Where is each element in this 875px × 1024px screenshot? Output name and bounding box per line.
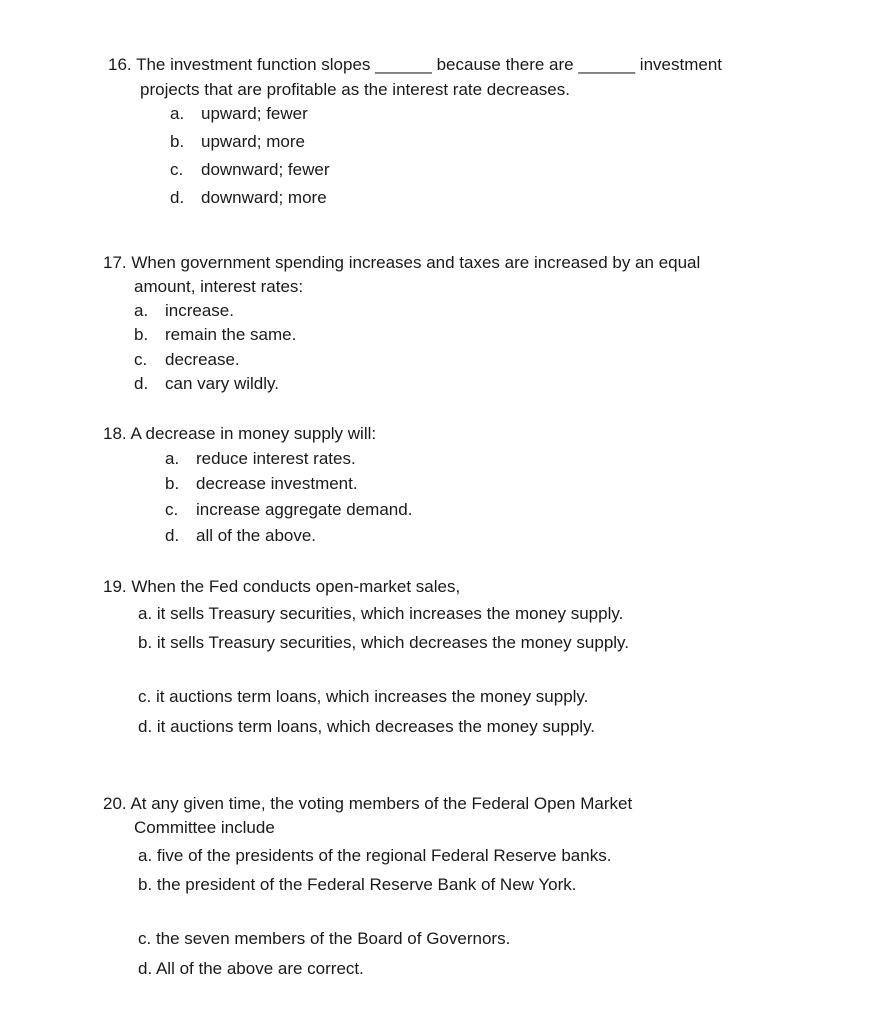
option-text: upward; fewer [201, 104, 308, 123]
option-letter: b. [165, 474, 180, 493]
option-text: can vary wildly. [165, 374, 279, 393]
question-17-number: 17. [103, 253, 127, 272]
option-letter: b. [134, 325, 149, 344]
question-17-option-c[interactable] [134, 350, 240, 370]
question-16-number: 16. [108, 55, 132, 74]
option-letter: c. [170, 160, 184, 179]
option-text: increase aggregate demand. [196, 500, 413, 519]
question-20-option-c[interactable]: c. the seven members of the Board of Governors. [138, 929, 511, 948]
question-19-number: 19. [103, 577, 127, 596]
option-letter: d. [170, 188, 185, 207]
question-16-option-c[interactable] [170, 160, 330, 180]
question-20-option-a[interactable]: a. five of the presidents of the regional Federal Reserve banks. [138, 846, 612, 865]
question-18-stem-line1 [103, 424, 376, 444]
question-20-number: 20. [103, 794, 127, 813]
option-text: decrease investment. [196, 474, 358, 493]
question-19-stem-line1 [103, 577, 460, 597]
question-17-option-b[interactable] [134, 325, 296, 345]
question-20-stem-line1 [103, 794, 632, 814]
option-text: increase. [165, 301, 234, 320]
option-letter: a. [134, 301, 149, 320]
option-letter: d. [134, 374, 149, 393]
question-17-option-a[interactable] [134, 301, 234, 321]
option-letter: c. [165, 500, 179, 519]
option-letter: d. [165, 526, 180, 545]
question-20-option-d[interactable]: d. All of the above are correct. [138, 959, 364, 978]
option-text: reduce interest rates. [196, 449, 356, 468]
question-19-option-a[interactable]: a. it sells Treasury securities, which increases the money supply. [138, 604, 624, 623]
question-16-option-b[interactable] [170, 132, 305, 152]
question-19-option-d[interactable]: d. it auctions term loans, which decreases the money supply. [138, 717, 596, 736]
question-20-text-line1: At any given time, the voting members of the Federal Open Market [130, 794, 633, 813]
option-text: downward; more [201, 188, 327, 207]
question-19-option-b[interactable]: b. it sells Treasury securities, which decreases the money supply. [138, 633, 630, 652]
question-19-text-line1: When the Fed conducts open-market sales, [131, 577, 461, 596]
question-18-number: 18. [103, 424, 127, 443]
question-20-stem-line2: Committee include [134, 818, 275, 837]
question-17-text-line1: When government spending increases and taxes are increased by an equal [131, 253, 701, 272]
option-text: upward; more [201, 132, 305, 151]
option-letter: a. [165, 449, 180, 468]
question-16-stem-line2: projects that are profitable as the interest rate decreases. [140, 80, 570, 99]
question-18-option-c[interactable] [165, 500, 412, 520]
option-text: decrease. [165, 350, 240, 369]
question-17-option-d[interactable] [134, 374, 279, 394]
option-text: all of the above. [196, 526, 317, 545]
option-text: downward; fewer [201, 160, 330, 179]
question-20-option-b[interactable]: b. the president of the Federal Reserve Bank of New York. [138, 875, 577, 894]
option-letter: c. [134, 350, 148, 369]
question-17-stem-line1 [103, 253, 700, 273]
question-16-text-line1: The investment function slopes ______ because there are ______ investment [136, 55, 722, 74]
option-letter: a. [170, 104, 185, 123]
question-16-option-a[interactable] [170, 104, 308, 124]
question-18-option-a[interactable] [165, 449, 356, 469]
option-letter: b. [170, 132, 185, 151]
question-16-option-d[interactable] [170, 188, 327, 208]
question-18-option-d[interactable] [165, 526, 316, 546]
option-text: remain the same. [165, 325, 297, 344]
question-18-text-line1: A decrease in money supply will: [130, 424, 377, 443]
question-16-stem-line1 [108, 55, 722, 75]
question-19-option-c[interactable]: c. it auctions term loans, which increases the money supply. [138, 687, 589, 706]
question-17-stem-line2: amount, interest rates: [134, 277, 304, 296]
question-18-option-b[interactable] [165, 474, 358, 494]
